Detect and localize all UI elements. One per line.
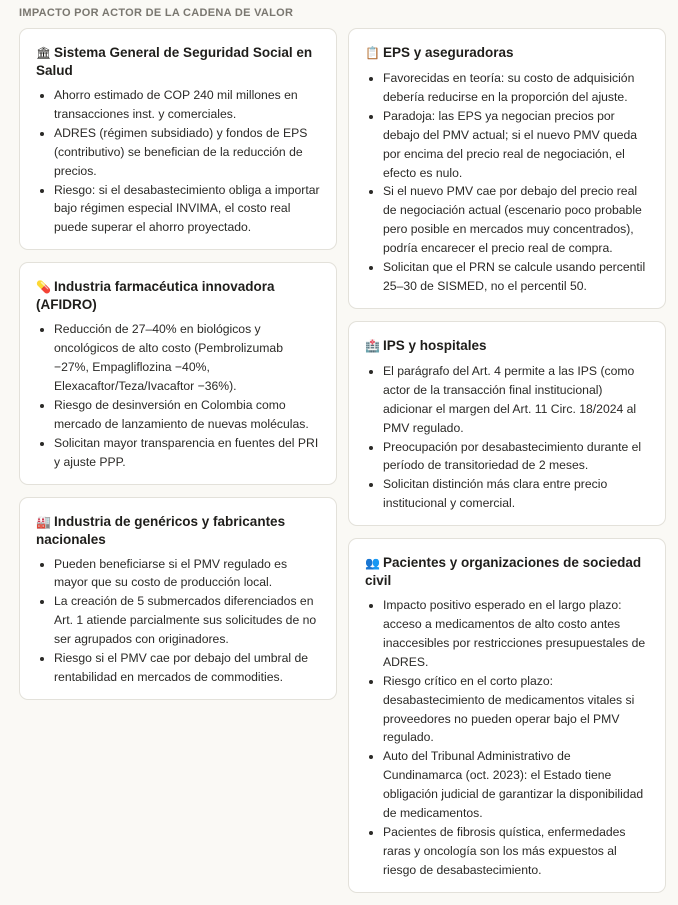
left-column bbox=[19, 28, 337, 712]
bullet-item: • Si el nuevo PMV cae por debajo del precio real de negociación actual (escenario poco probable pero posible en mercados muy concentrados), podría encarecer el precio real de compra. bbox=[383, 182, 650, 258]
people-icon: 👥 bbox=[365, 556, 380, 571]
actor-card bbox=[348, 321, 666, 526]
actor-card bbox=[19, 497, 337, 700]
bullet-item: • Pacientes de fibrosis quística, enfermedades raras y oncología son los más expuestos al riesgo de desabastecimiento. bbox=[383, 823, 650, 880]
bullet-item: • Solicitan distinción más clara entre precio institucional y comercial. bbox=[383, 475, 650, 513]
bullet-item: • Riesgo: si el desabastecimiento obliga a importar bajo régimen especial INVIMA, el costo real puede superar el ahorro proyectado. bbox=[54, 181, 321, 238]
bullet-list bbox=[36, 320, 321, 471]
bullet-item: • Ahorro estimado de COP 240 mil millones en transacciones inst. y comerciales. bbox=[54, 86, 321, 124]
card-title bbox=[36, 44, 321, 79]
card-title-text: EPS y aseguradoras bbox=[383, 45, 514, 60]
bullet-item: • Preocupación por desabastecimiento durante el período de transitoriedad de 2 meses. bbox=[383, 438, 650, 476]
bullet-list bbox=[365, 69, 650, 296]
clipboard-icon: 📋 bbox=[365, 46, 380, 60]
pill-icon: 💊 bbox=[36, 280, 51, 295]
bullet-item: • Solicitan mayor transparencia en fuentes del PRI y ajuste PPP. bbox=[54, 434, 321, 472]
bullet-item: • Auto del Tribunal Administrativo de Cundinamarca (oct. 2023): el Estado tiene obligación judicial de garantizar la disponibilidad de medicamentos. bbox=[383, 747, 650, 823]
bullet-item: • Solicitan que el PRN se calcule usando percentil 25–30 de SISMED, no el percentil 50. bbox=[383, 258, 650, 296]
building-icon: 🏛 bbox=[36, 46, 52, 60]
factory-icon: 🏭 bbox=[36, 514, 51, 529]
bullet-list bbox=[36, 555, 321, 687]
bullet-item: • ADRES (régimen subsidiado) y fondos de EPS (contributivo) se benefician de la reducción de precios. bbox=[54, 124, 321, 181]
bullet-list bbox=[365, 362, 650, 513]
card-title bbox=[365, 44, 650, 62]
card-title bbox=[36, 513, 321, 548]
bullet-item: • Impacto positivo esperado en el largo plazo: acceso a medicamentos de alto costo antes inaccesibles por restricciones presupuestales de ADRES. bbox=[383, 596, 650, 672]
bullet-item: • El parágrafo del Art. 4 permite a las IPS (como actor de la transacción final institucional) adicionar el margen del Art. 11 Circ. 18/2024 al PMV regulado. bbox=[383, 362, 650, 438]
bullet-list bbox=[365, 596, 650, 880]
bullet-list bbox=[36, 86, 321, 237]
card-title-text: Industria farmacéutica innovadora (AFIDRO) bbox=[36, 279, 275, 313]
bullet-item: • Reducción de 27–40% en biológicos y oncológicos de alto costo (Pembrolizumab −27%, Empagliflozina −40%, Elexacaftor/Teza/Ivacaftor −36%). bbox=[54, 320, 321, 396]
card-title-text: IPS y hospitales bbox=[383, 337, 487, 353]
card-title bbox=[365, 337, 650, 355]
bullet-item: • Riesgo de desinversión en Colombia como mercado de lanzamiento de nuevas moléculas. bbox=[54, 396, 321, 434]
bullet-item: • La creación de 5 submercados diferenciados en Art. 1 atiende parcialmente sus solicitudes de no ser agrupados con originadores. bbox=[54, 592, 321, 649]
actor-card bbox=[348, 28, 666, 309]
right-column bbox=[348, 28, 666, 905]
bullet-item: • Favorecidas en teoría: su costo de adquisición debería reducirse en la proporción del ajuste. bbox=[383, 69, 650, 107]
card-title bbox=[365, 554, 650, 589]
bullet-item: • Paradoja: las EPS ya negocian precios por debajo del PMV actual; si el nuevo PMV queda por encima del precio real de negociación, el efecto es nulo. bbox=[383, 107, 650, 183]
bullet-item: • Pueden beneficiarse si el PMV regulado es mayor que su costo de producción local. bbox=[54, 555, 321, 593]
hospital-icon: 🏥 bbox=[365, 338, 380, 353]
card-title-text: Sistema General de Seguridad Social en Salud bbox=[36, 45, 313, 78]
card-title bbox=[36, 278, 321, 313]
actor-card bbox=[19, 28, 337, 250]
bullet-item: • Riesgo si el PMV cae por debajo del umbral de rentabilidad en mercados de commodities. bbox=[54, 649, 321, 687]
card-title-text: Industria de genéricos y fabricantes nacionales bbox=[36, 513, 286, 547]
section-title: IMPACTO POR ACTOR DE LA CADENA DE VALOR bbox=[19, 7, 294, 19]
card-title-text: Pacientes y organizaciones de sociedad civil bbox=[365, 555, 642, 589]
bullet-item: • Riesgo crítico en el corto plazo: desabastecimiento de medicamentos vitales si proveedores no pueden operar bajo el PMV regulado. bbox=[383, 672, 650, 748]
actor-card bbox=[348, 538, 666, 893]
actor-card bbox=[19, 262, 337, 484]
